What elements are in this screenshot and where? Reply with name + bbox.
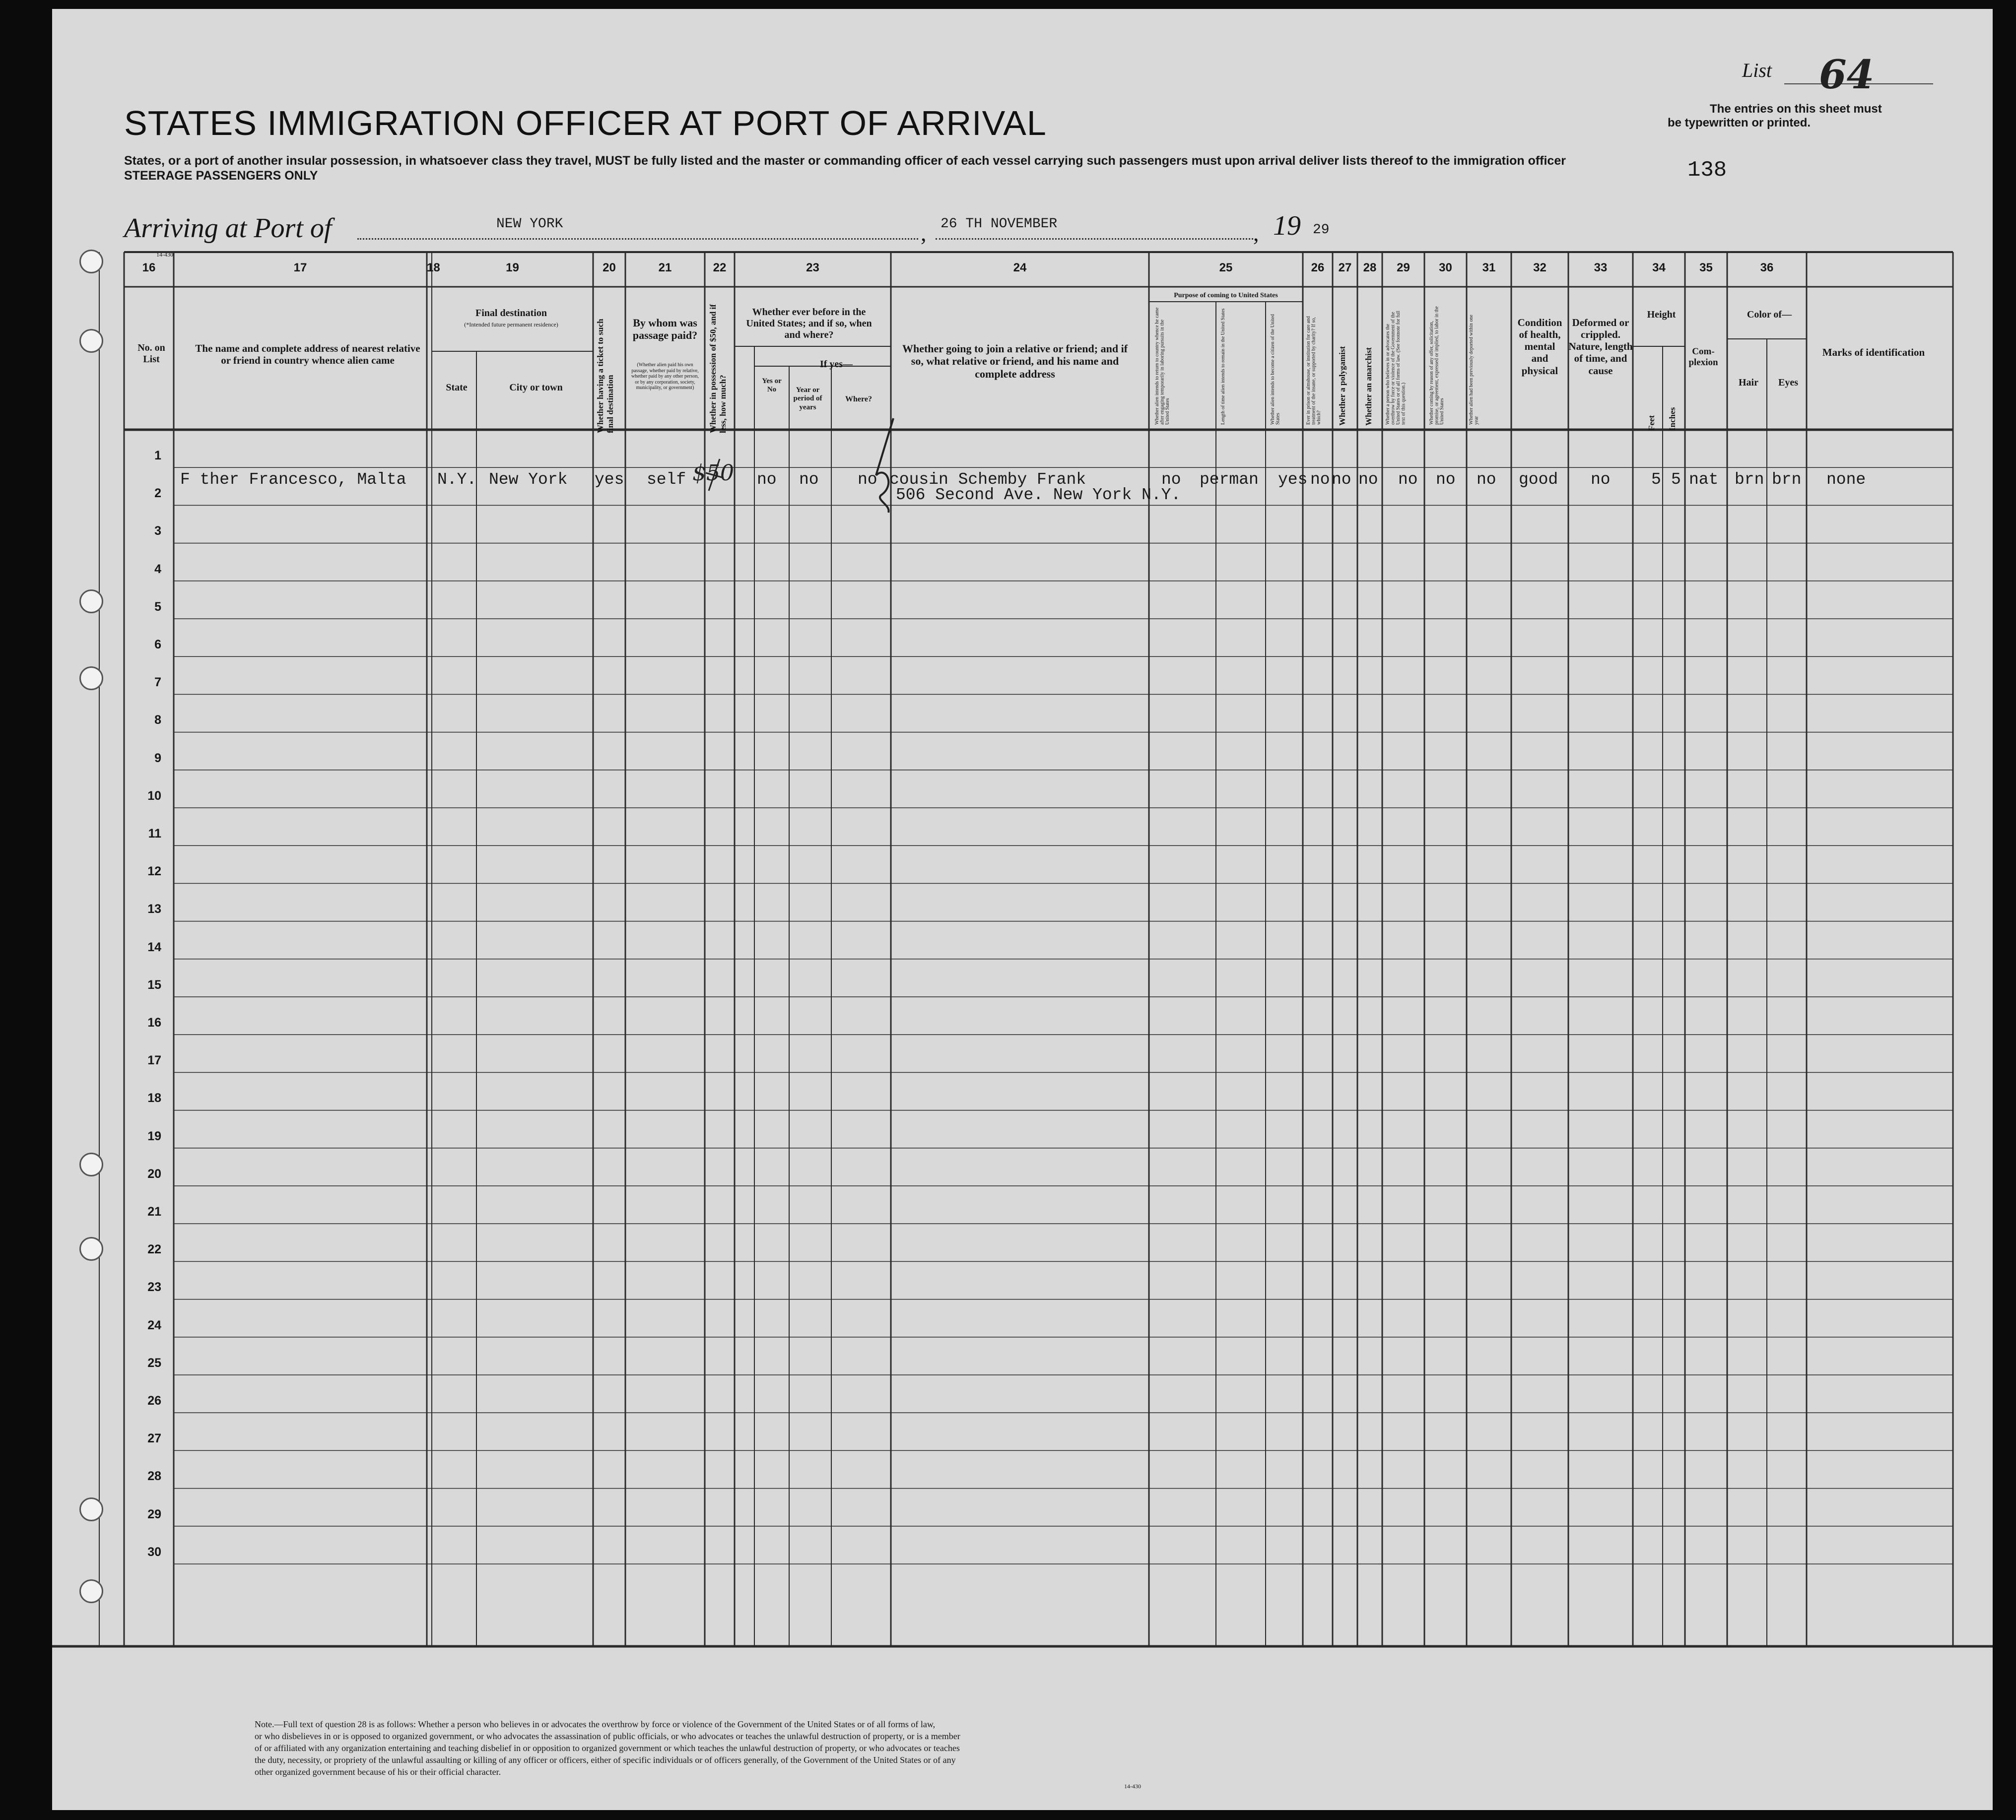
- port-value: NEW YORK: [496, 216, 563, 232]
- port-comma: ,: [921, 220, 927, 246]
- header-no-on-list: No. on List: [137, 342, 165, 365]
- row-number: 8: [154, 713, 161, 727]
- column-number: 32: [1533, 261, 1546, 274]
- row-number: 19: [147, 1129, 161, 1143]
- cell-before-us: no: [757, 470, 777, 489]
- header-inches: Inches: [1668, 407, 1677, 431]
- row-number: 23: [147, 1280, 161, 1295]
- column-number: 33: [1594, 261, 1608, 274]
- header-if-yes: If yes—: [819, 359, 853, 370]
- passenger-class: STEERAGE PASSENGERS ONLY: [124, 169, 318, 183]
- column-number: 28: [1363, 261, 1377, 274]
- column-number: 24: [1013, 261, 1027, 274]
- binder-hole: [79, 1237, 103, 1261]
- cell-year: no: [799, 470, 819, 489]
- footnote-line: or who disbelieves in or is opposed to organized government, or who advocates the assassination of public officials, or who advocates or teaches the unlawful destruction of property, or is a member: [255, 1731, 960, 1741]
- header-purpose-c: Whether alien intends to become a citizen of the United States: [1270, 314, 1281, 425]
- cell-health: good: [1519, 470, 1558, 489]
- column-number: 29: [1397, 261, 1410, 274]
- row-number: 9: [154, 751, 161, 765]
- row-number: 28: [147, 1469, 161, 1484]
- header-feet: Feet: [1647, 415, 1656, 431]
- header-purpose-b: Length of time alien intends to remain in the United States: [1220, 308, 1226, 425]
- cell-ticket: yes: [595, 470, 624, 489]
- header-before-us: Whether ever before in the United States; and if so, when and where?: [746, 307, 872, 340]
- row-number: 7: [154, 675, 161, 690]
- row-number: 13: [147, 902, 161, 916]
- row-number: 17: [147, 1053, 161, 1068]
- binder-hole: [79, 1497, 103, 1521]
- row-number: 21: [147, 1205, 161, 1219]
- header-purpose: Purpose of coming to United States: [1174, 292, 1278, 299]
- column-number: 34: [1652, 261, 1666, 274]
- header-yes-no: Yes or No: [762, 377, 782, 394]
- binder-hole: [79, 1579, 103, 1603]
- header-eyes: Eyes: [1778, 377, 1798, 388]
- row-number: 18: [147, 1091, 161, 1105]
- header-purpose-a: Whether alien intends to return to country whence he came after engaging temporarily in laboring pursuits in the United States: [1154, 307, 1170, 425]
- subtitle: States, or a port of another insular possession, in whatsoever class they travel, MUST be fully listed and the master or commanding officer of each vessel carrying such passengers must upon arrival deliver lists thereof to the immigration officer: [124, 154, 1566, 168]
- header-state: State: [446, 382, 468, 393]
- row-number: 24: [147, 1318, 161, 1332]
- binder-hole: [79, 1153, 103, 1176]
- cell-anarchist: no: [1358, 470, 1378, 489]
- cell-inches: 5: [1671, 470, 1681, 489]
- column-number: 19: [506, 261, 519, 274]
- column-number: 31: [1482, 261, 1496, 274]
- header-marks: Marks of identification: [1822, 346, 1925, 358]
- cell-prison: no: [1310, 470, 1330, 489]
- row-number: 15: [147, 977, 161, 992]
- cell-purpose-return: no: [1161, 470, 1181, 489]
- header-relative: The name and complete address of nearest relative or friend in country whence alien came: [195, 342, 420, 367]
- column-number: 35: [1699, 261, 1713, 274]
- instruction-line-2: be typewritten or printed.: [1668, 116, 1811, 130]
- cell-overthrow: no: [1398, 470, 1418, 489]
- footnote-line: other organized government because of his or their official character.: [255, 1767, 501, 1777]
- cell-hair: brn: [1735, 470, 1764, 489]
- column-number: 36: [1760, 261, 1774, 274]
- column-number: 30: [1439, 261, 1452, 274]
- form-code-bottom: 14-430: [1124, 1783, 1141, 1790]
- cell-passage: self: [647, 470, 686, 489]
- row-number: 4: [154, 562, 161, 576]
- header-deported: Whether alien had been previously deported within one year: [1469, 315, 1479, 425]
- row-number: 5: [154, 599, 161, 614]
- column-number: 18: [427, 261, 440, 274]
- row-number: 20: [147, 1167, 161, 1181]
- cell-deported: no: [1477, 470, 1496, 489]
- column-number: 22: [713, 261, 727, 274]
- header-joining: Whether going to join a relative or friend; and if so, what relative or friend, and his name and complete address: [902, 342, 1128, 380]
- row-number: 1: [154, 449, 161, 462]
- header-city: City or town: [509, 382, 563, 393]
- binder-hole: [79, 666, 103, 690]
- list-label: List: [1742, 59, 1772, 81]
- column-number: 25: [1219, 261, 1233, 274]
- column-number: 21: [658, 261, 672, 274]
- cell-eyes: brn: [1772, 470, 1802, 489]
- date-comma: ,: [1253, 220, 1259, 246]
- cell-marks: none: [1826, 470, 1866, 489]
- cell-state: N.Y.: [437, 470, 477, 489]
- footnote: [255, 1718, 1843, 1778]
- cell-purpose-length: perman: [1200, 470, 1259, 489]
- header-money: Whether in possession of $50, and if less, how much?: [708, 304, 728, 433]
- binder-hole: [79, 250, 103, 273]
- manifest-grid: [52, 9, 1993, 1810]
- header-offer: Whether coming by reason of any offer, solicitation, promise, or agreement, expressed or implied, to labor in the United States: [1429, 306, 1445, 425]
- header-prison: Ever in prison or almshouse, or institution for care and treatment of the insane, or supported by charity? If so, which?: [1306, 316, 1322, 425]
- row-number: 29: [147, 1507, 161, 1521]
- arriving-label: Arriving at Port of: [124, 213, 332, 244]
- footnote-line: Note.—Full text of question 28 is as follows: Whether a person who believes in or advocates the overthrow by force or violence of the Government of the United States or of all forms of law,: [255, 1719, 936, 1729]
- stamp-number: 138: [1687, 158, 1727, 183]
- row-number: 26: [147, 1394, 161, 1408]
- cell-city: New York: [489, 470, 568, 489]
- column-number: 20: [603, 261, 616, 274]
- header-anarchist: Whether an anarchist: [1364, 347, 1373, 426]
- header-final-destination: Final destination: [475, 308, 547, 319]
- cell-offer: no: [1436, 470, 1456, 489]
- instruction-line-1: The entries on this sheet must: [1710, 102, 1882, 116]
- year-prefix: 19: [1273, 210, 1301, 241]
- cell-joining-line1: cousin Schemby Frank: [889, 470, 1086, 489]
- header-passage-note: (Whether alien paid his own passage, whether paid by relative, whether paid by any other person, or by any corporation, society, municipality, or government): [631, 362, 699, 390]
- row-number: 30: [147, 1545, 161, 1559]
- row-number: 27: [147, 1431, 161, 1446]
- cell-money: $50: [692, 460, 734, 486]
- form-code-top: 14-430: [156, 251, 173, 258]
- date-value: 26 TH NOVEMBER: [941, 216, 1058, 232]
- cell-deformed: no: [1591, 470, 1611, 489]
- row-number: 11: [148, 827, 161, 841]
- cell-complexion: nat: [1689, 470, 1719, 489]
- row-number: 25: [147, 1356, 161, 1370]
- column-number: 26: [1311, 261, 1325, 274]
- header-final-destination-note: (*Intended future permanent residence): [464, 321, 558, 328]
- header-overthrow: Whether a person who believes in or advocates the overthrow by force or violence of the Government of the United States or of all forms of law. (See footnote for full text of this question.): [1385, 311, 1407, 425]
- row-number: 12: [147, 864, 161, 879]
- header-condition: Condition of health, mental and physical: [1517, 317, 1562, 377]
- year-suffix: 29: [1313, 222, 1330, 238]
- header-color-of: Color of—: [1747, 309, 1792, 320]
- cell-purpose-citizen: yes: [1278, 470, 1308, 489]
- row-number: 16: [147, 1016, 161, 1030]
- footnote-line: the duty, necessity, or propriety of the unlawful assaulting or killing of any officer or officers, either of specific individuals or of officers generally, of the Government of the United States or of any: [255, 1755, 956, 1765]
- row-number: 6: [154, 638, 161, 651]
- handwritten-check-mark: [866, 416, 906, 515]
- cell-joining-line2: 506 Second Ave. New York N.Y.: [896, 486, 1181, 504]
- cell-where: no: [858, 470, 877, 489]
- cell-relative: F ther Francesco, Malta: [180, 470, 406, 489]
- binder-hole: [79, 329, 103, 353]
- row-number: 22: [147, 1242, 161, 1257]
- handwritten-cross-mark: [705, 458, 725, 493]
- cell-polygamist: no: [1332, 470, 1351, 489]
- list-number: 64: [1819, 51, 1875, 98]
- column-number: 16: [142, 261, 156, 274]
- row-number: 3: [154, 524, 161, 538]
- row-number: 14: [147, 940, 161, 954]
- header-where: Where?: [845, 395, 872, 403]
- header-ticket: Whether having a ticket to such final destination: [596, 319, 615, 433]
- header-complexion: Com-plexion: [1688, 346, 1718, 368]
- cell-feet: 5: [1651, 470, 1661, 489]
- column-number: 27: [1338, 261, 1352, 274]
- header-height: Height: [1647, 309, 1676, 320]
- row-number: 10: [147, 788, 161, 803]
- header-hair: Hair: [1739, 377, 1758, 388]
- page-title: STATES IMMIGRATION OFFICER AT PORT OF ARRIVAL: [124, 104, 1047, 142]
- footnote-line: of or affiliated with any organization entertaining and teaching disbelief in or opposition to organized government or which teaches the unlawful destruction of property, or who advocates or teaches: [255, 1743, 960, 1753]
- column-number: 23: [806, 261, 819, 274]
- row-number: 2: [154, 486, 161, 501]
- header-deformed: Deformed or crippled. Nature, length of time, and cause: [1568, 317, 1633, 377]
- header-passage: By whom was passage paid?: [632, 317, 698, 342]
- binder-hole: [79, 589, 103, 613]
- header-polygamist: Whether a polygamist: [1338, 346, 1347, 426]
- header-year-period: Year or period of years: [793, 386, 822, 411]
- manifest-sheet: [52, 9, 1993, 1810]
- column-number: 17: [293, 261, 307, 274]
